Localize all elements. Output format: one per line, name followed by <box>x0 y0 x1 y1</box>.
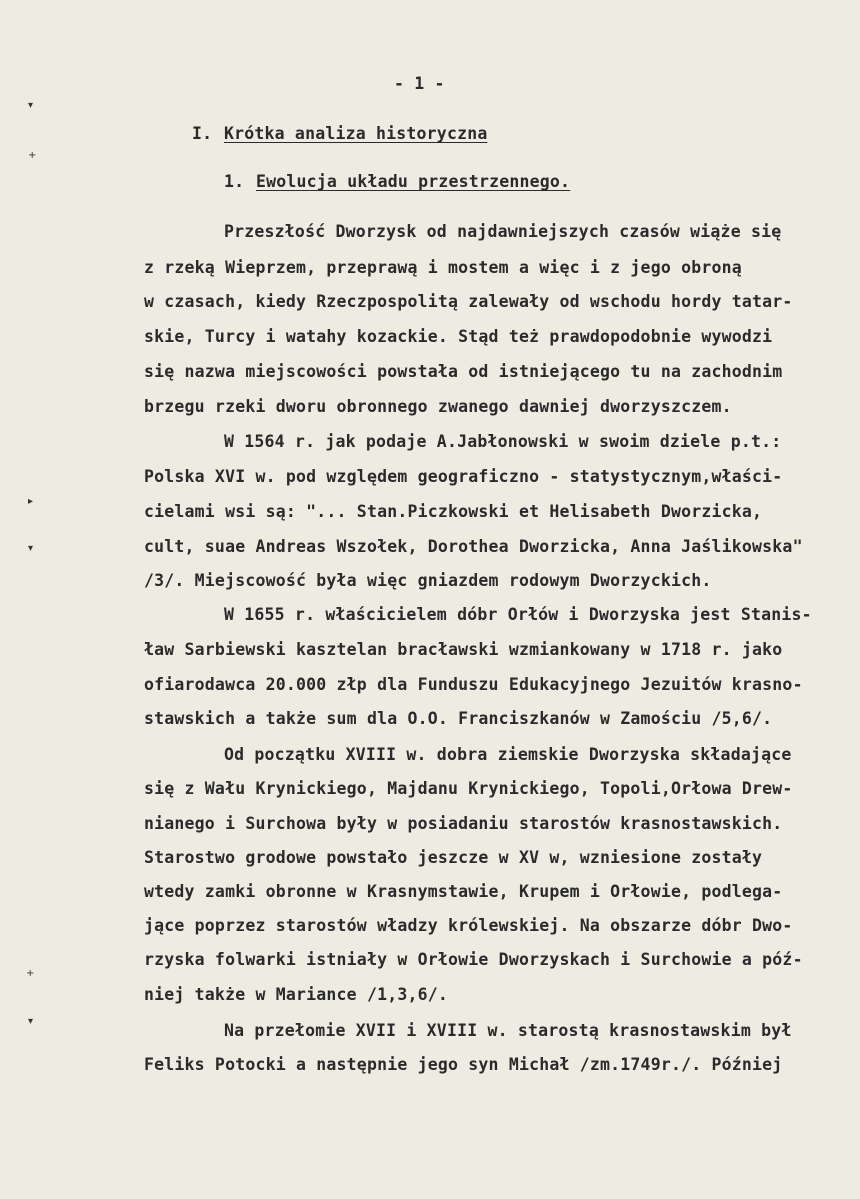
body-line: jące poprzez starostów władzy królewskiej. Na obszarze dóbr Dwo- <box>144 916 793 935</box>
body-line: W 1564 r. jak podaje A.Jabłonowski w swoim dziele p.t.: <box>224 432 782 451</box>
body-line: w czasach, kiedy Rzeczpospolitą zalewały od wschodu hordy tatar- <box>144 292 793 311</box>
section-heading-number: I. <box>192 124 213 143</box>
margin-mark: ▾ <box>28 1016 34 1027</box>
body-line: skie, Turcy i watahy kozackie. Stąd też prawdopodobnie wywodzi <box>144 327 773 346</box>
margin-mark: ▾ <box>28 100 34 111</box>
body-line: /3/. Miejscowość była więc gniazdem rodowym Dworzyckich. <box>144 571 712 590</box>
body-line: ław Sarbiewski kasztelan bracławski wzmiankowany w 1718 r. jako <box>144 640 783 659</box>
body-line: wtedy zamki obronne w Krasnymstawie, Krupem i Orłowie, podlega- <box>144 882 783 901</box>
body-line: cult, suae Andreas Wszołek, Dorothea Dworzicka, Anna Jaślikowska" <box>144 537 803 556</box>
body-line: nianego i Surchowa były w posiadaniu starostów krasnostawskich. <box>144 814 783 833</box>
body-line: z rzeką Wieprzem, przeprawą i mostem a więc i z jego obroną <box>144 258 742 277</box>
subsection-heading-number: 1. <box>224 172 245 191</box>
body-line: Polska XVI w. pod względem geograficzno - statystycznym,właści- <box>144 467 783 486</box>
margin-mark: ▸ <box>28 496 34 507</box>
margin-mark: + <box>28 150 37 161</box>
subsection-heading-title: Ewolucja układu przestrzennego. <box>256 172 571 191</box>
margin-mark: ▾ <box>28 543 34 554</box>
body-line: Feliks Potocki a następnie jego syn Michał /zm.1749r./. Później <box>144 1055 783 1074</box>
body-line: stawskich a także sum dla O.O. Franciszkanów w Zamościu /5,6/. <box>144 709 773 728</box>
page-number: - 1 - <box>394 74 445 93</box>
body-line: cielami wsi są: "... Stan.Piczkowski et Helisabeth Dworzicka, <box>144 502 763 521</box>
body-line: rzyska folwarki istniały w Orłowie Dworzyskach i Surchowie a póź- <box>144 950 803 969</box>
section-heading-title: Krótka analiza historyczna <box>224 124 488 143</box>
body-line: brzegu rzeki dworu obronnego zwanego dawniej dworzyszczem. <box>144 397 732 416</box>
body-line: się nazwa miejscowości powstała od istniejącego tu na zachodnim <box>144 362 783 381</box>
body-line: W 1655 r. właścicielem dóbr Orłów i Dworzyska jest Stanis- <box>224 605 812 624</box>
body-line: Starostwo grodowe powstało jeszcze w XV w, wzniesione zostały <box>144 848 763 867</box>
body-line: Od początku XVIII w. dobra ziemskie Dworzyska składające <box>224 745 792 764</box>
body-line: Przeszłość Dworzysk od najdawniejszych czasów wiąże się <box>224 222 782 241</box>
body-line: się z Wału Krynickiego, Majdanu Krynickiego, Topoli,Orłowa Drew- <box>144 779 793 798</box>
body-line: Na przełomie XVII i XVIII w. starostą krasnostawskim był <box>224 1021 792 1040</box>
margin-mark: + <box>26 968 35 979</box>
body-line: niej także w Mariance /1,3,6/. <box>144 985 449 1004</box>
body-line: ofiarodawca 20.000 złp dla Funduszu Edukacyjnego Jezuitów krasno- <box>144 675 803 694</box>
